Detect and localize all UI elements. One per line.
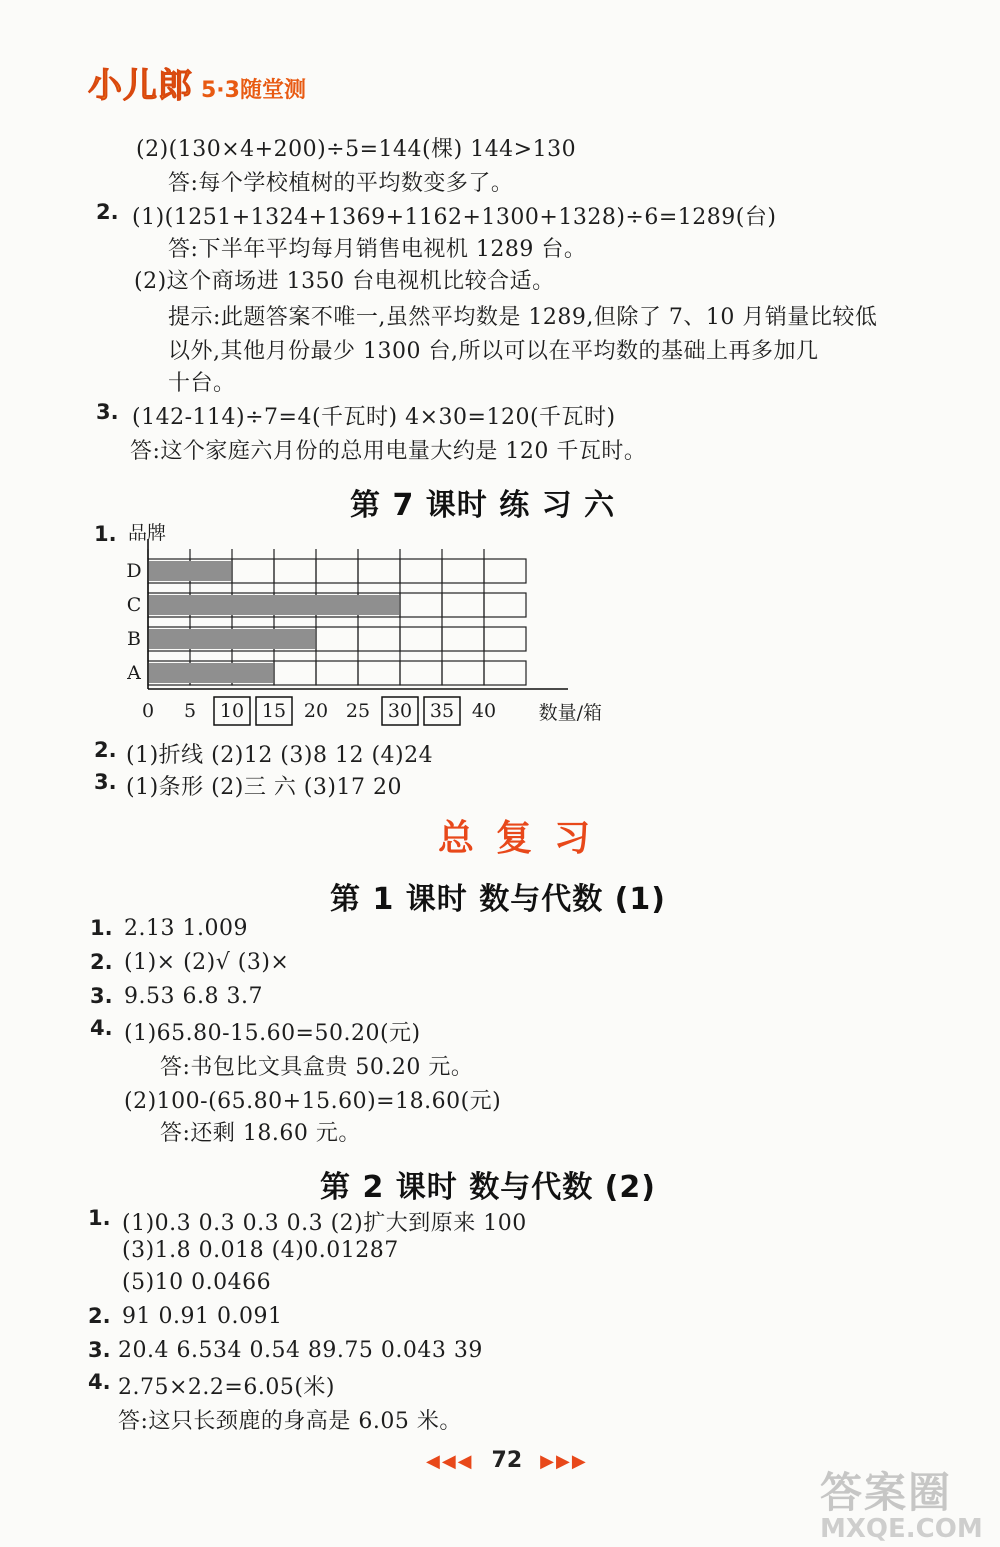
grid-cell (316, 627, 358, 651)
x-tick-label: 15 (261, 700, 287, 722)
x-tick-label: 0 (141, 700, 155, 722)
question-number: 4. (88, 1370, 111, 1394)
review-title: 总复习 (438, 818, 613, 859)
grid-cell (358, 661, 400, 685)
grid-cell (400, 661, 442, 685)
grid-cell (442, 661, 484, 685)
answer-line: 答:这个家庭六月份的总用电量大约是 120 千瓦时。 (130, 439, 647, 464)
watermark-brand: 答案圈 (820, 1468, 953, 1517)
bar-D (149, 561, 231, 581)
answer-line: (2)(130×4+200)÷5=144(棵) 144>130 (136, 137, 577, 162)
question-number: 3. (94, 770, 117, 794)
answer-line: 答:下半年平均每月销售电视机 1289 台。 (168, 237, 587, 262)
chart-labels (126, 522, 602, 725)
answer-line: 答:每个学校植树的平均数变多了。 (168, 171, 514, 196)
bar-chart (110, 515, 630, 735)
answer-line: 2.75×2.2=6.05(米) (118, 1375, 335, 1400)
x-tick-label: 40 (471, 700, 497, 722)
answer-line: (5)10 0.0466 (122, 1270, 272, 1295)
answer-line: (2)这个商场进 1350 台电视机比较合适。 (134, 269, 555, 294)
category-label: D (126, 560, 142, 582)
x-axis-label: 数量/箱 (538, 702, 603, 724)
grid-cell (442, 627, 484, 651)
answer-line: 答:这只长颈鹿的身高是 6.05 米。 (118, 1409, 462, 1434)
answer-line: (1)0.3 0.3 0.3 0.3 (2)扩大到原来 100 (122, 1211, 527, 1236)
answer-line: (2)100-(65.80+15.60)=18.60(元) (124, 1089, 502, 1114)
answer-line: (1)× (2)√ (3)× (124, 950, 290, 975)
grid-cell (484, 593, 526, 617)
grid-cell (400, 559, 442, 583)
question-number: 1. (88, 1206, 111, 1230)
x-tick-label: 5 (183, 700, 197, 722)
grid-cell (484, 661, 526, 685)
left-arrows-icon: ◀◀◀ (426, 1451, 474, 1472)
section-title: 第 7 课时 练 习 六 (350, 488, 616, 523)
answer-line: 答:书包比文具盒贵 50.20 元。 (160, 1055, 474, 1080)
grid-cell (316, 661, 358, 685)
question-number: 2. (90, 950, 113, 974)
grid-cell (358, 627, 400, 651)
grid-cell (484, 559, 526, 583)
question-number: 2. (94, 738, 117, 762)
hint-line: 以外,其他月份最少 1300 台,所以可以在平均数的基础上再多加几 (168, 339, 819, 364)
right-arrows-icon: ▶▶▶ (540, 1451, 588, 1472)
question-number: 2. (88, 1304, 111, 1328)
publisher-logo (88, 58, 306, 106)
question-number: 1. (90, 916, 113, 940)
question-number: 3. (96, 400, 119, 424)
answer-line: 9.53 6.8 3.7 (124, 984, 263, 1009)
hint-line: 提示:此题答案不唯一,虽然平均数是 1289,但除了 7、10 月销量比较低 (168, 305, 878, 330)
answer-line: (142-114)÷7=4(千瓦时) 4×30=120(千瓦时) (132, 405, 616, 430)
x-tick-label: 10 (219, 700, 245, 722)
x-tick-label: 35 (429, 700, 455, 722)
question-number: 3. (88, 1338, 111, 1362)
question-number: 3. (90, 984, 113, 1008)
bar-B (149, 629, 315, 649)
category-label: C (126, 594, 142, 616)
page-number-text: 72 (491, 1448, 523, 1473)
answer-line: (1)65.80-15.60=50.20(元) (124, 1021, 421, 1046)
grid-cell (442, 559, 484, 583)
logo-text: 小儿郎 (88, 66, 193, 106)
x-tick-label: 25 (345, 700, 371, 722)
question-number: 4. (90, 1016, 113, 1040)
grid-cell (484, 627, 526, 651)
answer-line: (1)条形 (2)三 六 (3)17 20 (126, 775, 402, 800)
answer-line: 2.13 1.009 (124, 916, 248, 941)
x-tick-label: 20 (303, 700, 329, 722)
question-number: 1. (94, 522, 117, 546)
answer-line: (3)1.8 0.018 (4)0.01287 (122, 1238, 399, 1263)
grid-cell (358, 559, 400, 583)
watermark (820, 1460, 983, 1544)
section-title: 第 1 课时 数与代数 (1) (330, 882, 666, 917)
grid-cell (442, 593, 484, 617)
grid-cell (274, 559, 316, 583)
grid-cell (316, 559, 358, 583)
grid-cell (400, 593, 442, 617)
answer-line: (1)折线 (2)12 (3)8 12 (4)24 (126, 743, 434, 768)
answer-line: 91 0.91 0.091 (122, 1304, 283, 1329)
hint-line: 十台。 (168, 371, 236, 396)
grid-cell (400, 627, 442, 651)
category-label: B (127, 628, 141, 650)
answer-line: 20.4 6.534 0.54 89.75 0.043 39 (118, 1338, 483, 1363)
watermark-url: MXQE.COM (820, 1514, 983, 1544)
category-label: A (127, 662, 141, 684)
series-text: 5·3随堂测 (201, 78, 306, 103)
section-title: 第 2 课时 数与代数 (2) (320, 1170, 656, 1205)
bar-C (149, 595, 399, 615)
grid-cell (232, 559, 274, 583)
x-tick-label: 30 (387, 700, 413, 722)
grid-cell (274, 661, 316, 685)
question-number: 2. (96, 200, 119, 224)
answer-line: 答:还剩 18.60 元。 (160, 1121, 361, 1146)
bar-A (149, 663, 273, 683)
answer-line: (1)(1251+1324+1369+1162+1300+1328)÷6=1289(台) (132, 205, 777, 230)
y-axis-label: 品牌 (128, 522, 167, 544)
page-number (426, 1448, 588, 1473)
